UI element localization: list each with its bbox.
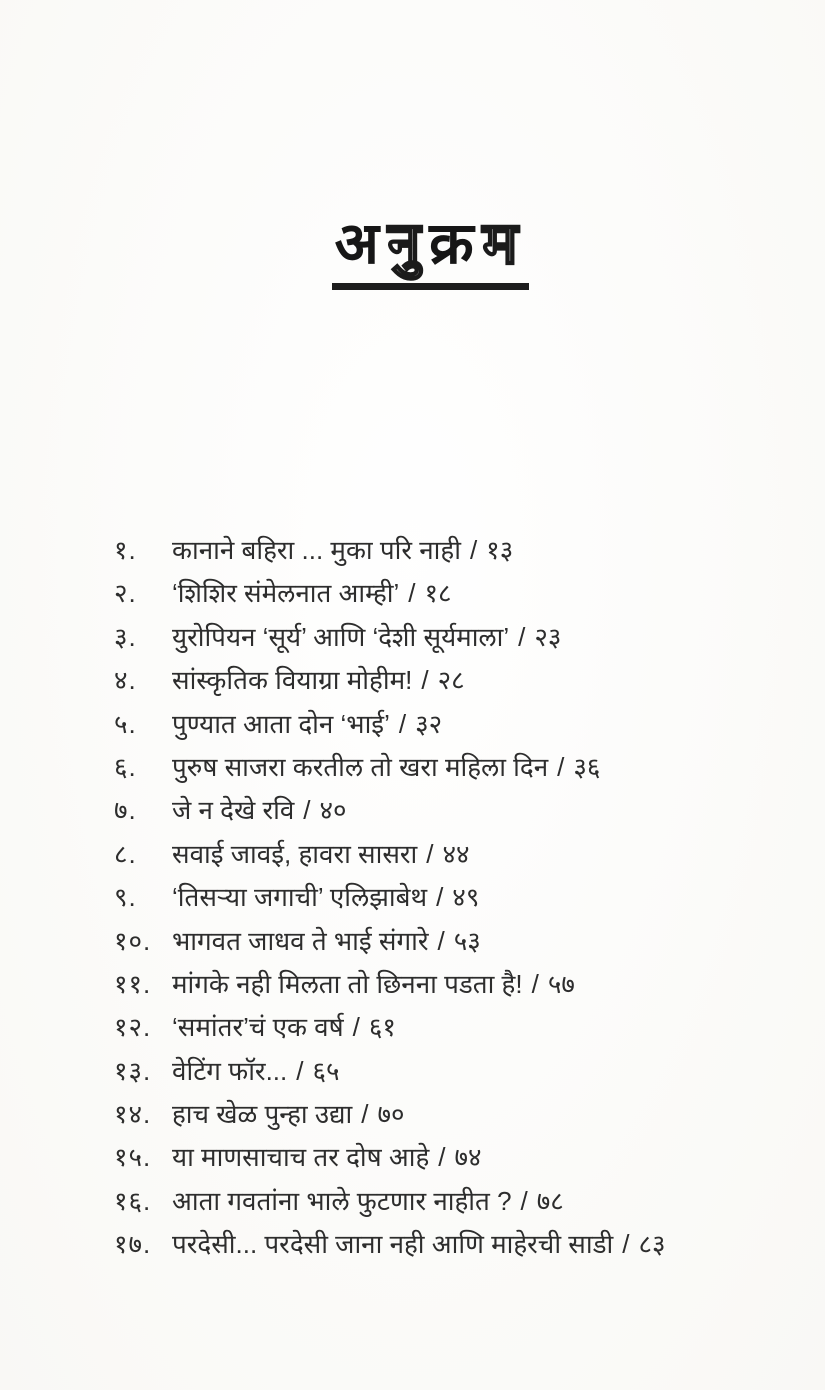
entry-separator: / <box>557 751 565 782</box>
entry-title: मांगके नही मिलता तो छिनना पडता है! <box>172 968 523 999</box>
toc-entry <box>114 621 794 664</box>
title-letter-outline: म <box>482 211 527 276</box>
entry-page-number: ६५ <box>312 1055 340 1086</box>
entry-separator: / <box>531 968 539 999</box>
entry-title: ‘शिशिर संमेलनात आम्ही’ <box>172 578 400 609</box>
toc-entry <box>114 708 794 751</box>
entry-text <box>172 1228 666 1261</box>
entry-title: ‘समांतर’चं एक वर्ष <box>172 1012 344 1043</box>
entry-separator: / <box>398 708 407 739</box>
entry-text <box>172 1055 340 1088</box>
entry-page-number: ३६ <box>573 751 601 782</box>
entry-number: १३. <box>114 1055 152 1086</box>
entry-text <box>172 1185 564 1218</box>
entry-text <box>172 534 513 567</box>
entry-separator: / <box>421 665 429 696</box>
toc-entry <box>114 881 794 924</box>
entry-page-number: ७० <box>377 1099 405 1130</box>
entry-separator: / <box>469 535 478 565</box>
entry-number: ६. <box>114 751 137 782</box>
entry-number: ८. <box>114 838 137 869</box>
entry-page-number: ७८ <box>536 1185 564 1216</box>
entry-page-number: १८ <box>424 578 452 609</box>
toc-header <box>0 213 825 290</box>
entry-title: सवाई जावई, हावरा सासरा <box>172 838 418 869</box>
title-letter-solid: क्र <box>429 211 483 276</box>
toc-entry <box>114 925 794 968</box>
entry-text <box>172 751 600 784</box>
entry-title: हाच खेळ पुन्हा उद्या <box>172 1099 353 1130</box>
toc-entry <box>114 838 794 881</box>
entry-number: १२. <box>114 1012 152 1043</box>
toc-list <box>114 534 794 1272</box>
entry-text <box>172 577 452 610</box>
entry-text <box>172 1141 482 1174</box>
entry-title: जे न देखे रवि <box>172 795 295 826</box>
entry-number: ९. <box>114 882 137 913</box>
entry-number: १६. <box>114 1185 152 1216</box>
toc-entry <box>114 751 794 794</box>
entry-separator: / <box>437 925 445 956</box>
toc-entry <box>114 1011 794 1054</box>
entry-page-number: ५३ <box>453 925 481 956</box>
entry-number: २. <box>114 578 137 609</box>
entry-number: ११. <box>114 968 152 999</box>
entry-title: परदेसी... परदेसी जाना नही आणि माहेरची साडी <box>172 1229 614 1260</box>
toc-entry <box>114 794 794 837</box>
entry-text <box>172 708 442 741</box>
entry-text <box>172 925 481 958</box>
entry-separator: / <box>622 1229 630 1260</box>
entry-title: आता गवतांना भाले फुटणार नाहीत ? <box>172 1185 512 1216</box>
entry-title: सांस्कृतिक वियाग्रा मोहीम! <box>172 665 413 696</box>
entry-page-number: ६१ <box>368 1012 396 1043</box>
entry-page-number: ३२ <box>415 708 443 739</box>
entry-page-number: ८३ <box>638 1229 666 1260</box>
entry-separator: / <box>296 1055 304 1086</box>
toc-entry <box>114 1185 794 1228</box>
page-title <box>332 213 530 290</box>
entry-number: ७. <box>114 795 137 826</box>
entry-separator: / <box>303 795 311 826</box>
entry-number: १७. <box>114 1229 152 1260</box>
entry-number: ४. <box>114 665 137 696</box>
entry-text <box>172 838 470 871</box>
entry-number: ५. <box>114 708 137 739</box>
toc-entry <box>114 664 794 707</box>
entry-page-number: ४० <box>319 795 347 826</box>
toc-entry <box>114 968 794 1011</box>
entry-title: ‘तिसऱ्या जगाची’ एलिझाबेथ <box>172 882 428 913</box>
entry-text <box>172 621 561 654</box>
entry-title: पुरुष साजरा करतील तो खरा महिला दिन <box>172 751 549 782</box>
entry-separator: / <box>426 838 434 869</box>
entry-text <box>172 664 465 697</box>
toc-entry <box>114 1141 794 1184</box>
entry-text <box>172 968 575 1001</box>
entry-separator: / <box>438 1142 446 1173</box>
entry-separator: / <box>352 1012 360 1043</box>
entry-number: १०. <box>114 925 152 956</box>
entry-separator: / <box>518 621 526 652</box>
entry-text <box>172 1011 396 1044</box>
entry-page-number: ४९ <box>452 882 480 913</box>
entry-page-number: १३ <box>486 535 514 565</box>
entry-text <box>172 794 347 827</box>
entry-page-number: २८ <box>437 665 465 696</box>
entry-title: या माणसाचाच तर दोष आहे <box>172 1142 430 1173</box>
toc-entry <box>114 534 794 577</box>
entry-number: १४. <box>114 1099 152 1130</box>
toc-entry <box>114 1098 794 1141</box>
entry-text <box>172 1098 404 1131</box>
entry-number: ३. <box>114 621 137 652</box>
entry-separator: / <box>361 1099 369 1130</box>
entry-page-number: २३ <box>534 621 562 652</box>
entry-page-number: ४४ <box>442 838 470 869</box>
entry-title: कानाने बहिरा ... मुका परि नाही <box>172 535 461 565</box>
entry-text <box>172 881 479 914</box>
entry-page-number: ७४ <box>454 1142 482 1173</box>
entry-title: वेटिंग फॉर... <box>172 1055 288 1086</box>
title-letter-solid: अ <box>334 211 388 276</box>
entry-title: युरोपियन ‘सूर्य’ आणि ‘देशी सूर्यमाला’ <box>172 621 510 652</box>
entry-separator: / <box>520 1185 528 1216</box>
entry-title: भागवत जाधव ते भाई संगारे <box>172 925 429 956</box>
toc-entry <box>114 577 794 620</box>
entry-page-number: ५७ <box>547 968 575 999</box>
title-letter-outline: नु <box>387 211 430 276</box>
toc-entry <box>114 1055 794 1098</box>
entry-separator: / <box>436 882 444 913</box>
entry-number: १. <box>114 535 137 565</box>
entry-title: पुण्यात आता दोन ‘भाई’ <box>172 708 390 739</box>
entry-separator: / <box>408 578 416 609</box>
toc-entry <box>114 1228 794 1271</box>
entry-number: १५. <box>114 1142 152 1173</box>
